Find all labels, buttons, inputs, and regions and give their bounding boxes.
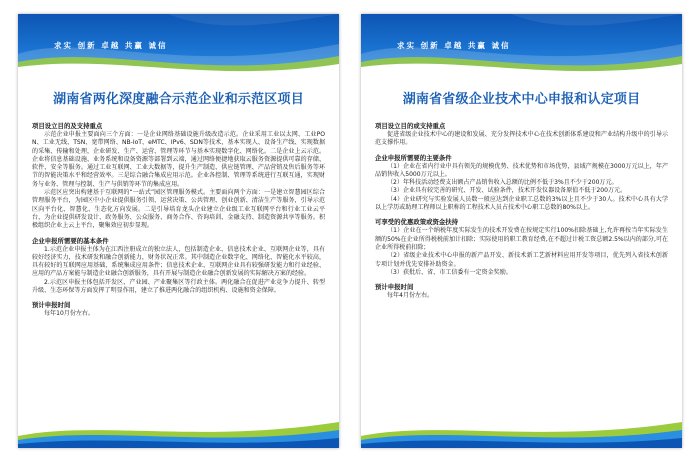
section-heading: 预计申报时间 bbox=[375, 283, 414, 292]
section-heading: 项目设立目的或支持重点 bbox=[375, 122, 446, 130]
footer-wave bbox=[18, 414, 339, 448]
poster-title: 湖南省两化深度融合示范企业和示范区项目 bbox=[53, 92, 304, 107]
paragraph: 示范企业申报主要面向三个方面：一是企业网络基础设施升级改造示范。企业采用工业以太网、工业PON、工业无线、TSN、宽带网络、NB-IoT、eMTC、IPv6、SDN等技术，基本实现人、设备生产线、实现数据的采集、传输和处理，企业研发、生产、运营、管理等环节与基本实现数字化、网络化。二是企业上云示范。企业将信息基础设施、业务系统和设备资源等部署到云端，通过网络便捷地获取云服务资源提供可靠的存储、软件、安全等服务。通过工业互联网、工业大数据等，提升生产制造、供应链管理、产品营销及售后服务等环节的智能决策水平和经营效率。三是综合融合集成应用示范。企业各控制、管理等系统进行互联互通，实现财务与业务、管理与控制、生产与供销等环节的集成应用。 bbox=[32, 131, 325, 188]
paragraph: 促进省级企业技术中心的建设和发展、充分发挥技术中心在技术创新体系建设和产业结构升级中的引导示范支撑作用。 bbox=[375, 131, 668, 147]
paragraph: 每年4月份左右。 bbox=[387, 292, 434, 300]
poster-left bbox=[18, 14, 339, 448]
section-heading: 企业申报所需要的主要条件 bbox=[375, 153, 452, 162]
paragraph: （2）年科技活动经费支出额占产品销售收入总额的比例不低于3%且不少于200万元。 bbox=[387, 179, 618, 187]
poster-body bbox=[375, 122, 668, 408]
paragraph: 2.示范区申报主体包括开发区、产业园、产业聚集区等行政主体。两化融合在促进产业竞争力提升、转型升级、生态环保等方面发挥了明显作用，建立了推进两化融合的组织机构、设施和资金保障。 bbox=[32, 278, 325, 295]
paragraph: （4）企业研究与实验发展人员数一般应达到企业职工总数的3%以上且不少于30人。技术中心具有大学以上学历或助理工程师以上职称的工程技术人员占技术中心职工总数的80%以上。 bbox=[375, 195, 668, 212]
paragraph: 1.示范企业申报主体为在江西注册成立的独立法人，包括制造企业、信息技术企业、互联网企业等，具有较好经济实力，技术研发和融合创新能力，财务状况正常。其中制造企业数字化、网络化、智能化水平较高，具有较好的互联网应用基础，系统集成应用条件；信息技术企业、互联网企业具有较强研发能力和行业经验、应用的产品方案能与制造企业融合创新服务，具有开展与制造企业融合创新发展的实际解决方案的经验。 bbox=[32, 245, 325, 278]
slogan: 求实 创新 卓越 共赢 诚信 bbox=[397, 41, 511, 50]
header-banner bbox=[18, 14, 339, 76]
paragraph: 每年10月份左右。 bbox=[44, 310, 95, 318]
paragraph: 示范区应突出构建基于互联网的“一站式”园区管理服务模式。主要面向两个方面：一是建立智慧园区综合管理服务平台，为园区中小企业提供服务引领、运营决策、公共管理、创业创新、清洁生产等服务，引导示范区向平台化、智慧化、生态化方向发展。二是引导培育龙头企业建立企业级工业互联网平台和行业工业云平台，为企业提供研发设计、政务服务、公众服务、商务合作、咨询培训、金融支持、制造资源共享等服务。积极组织企业上云上平台，聚集效应初步显现。 bbox=[32, 189, 325, 230]
footer-wave-decoration bbox=[361, 414, 682, 448]
header-banner bbox=[361, 14, 682, 76]
paragraph: （3）获批后、省、市工信委有一定资金奖励。 bbox=[387, 268, 512, 276]
section-heading: 企业申报所需要的基本条件 bbox=[32, 236, 109, 245]
section-heading: 可享受的优惠政策或资金扶持 bbox=[375, 218, 459, 227]
paragraph: （2）省级企业技术中心申报的新产品开发、新技术新工艺新材料应用开发等项目，优先列入省技术创新专项计划并优先安排补助资金。 bbox=[375, 252, 668, 268]
slogan: 求实 创新 卓越 共赢 诚信 bbox=[54, 41, 168, 50]
paragraph: （1）企业在一个纳税年度实际发生的技术开发费在按规定实行100%扣除基础上,允许再按当年实际发生额的50%在企业所得税税前加计扣除；实际使用的职工教育经费,在不超过计税工资总额2.5%以内的部分,可在企业所得税前扣除； bbox=[375, 227, 668, 251]
section-heading: 项目设立目的及支持重点 bbox=[32, 122, 103, 130]
paragraph: （3）企业具有较完善的研究、开发、试验条件，技术开发仪器设备原值不低于200万元。 bbox=[387, 187, 627, 195]
poster-body bbox=[32, 122, 325, 408]
poster-title: 湖南省省级企业技术中心申报和认定项目 bbox=[402, 92, 641, 107]
paragraph: （1）企业在省内行业中具有领先的规模优势、技术优势和市场优势，县域产规模在3000万元以上，年产品销售收入5000万元以上。 bbox=[375, 162, 668, 178]
section-heading: 预计申报时间 bbox=[32, 301, 71, 310]
footer-wave-decoration bbox=[18, 414, 339, 448]
footer-wave bbox=[361, 414, 682, 448]
poster-right bbox=[361, 14, 682, 448]
